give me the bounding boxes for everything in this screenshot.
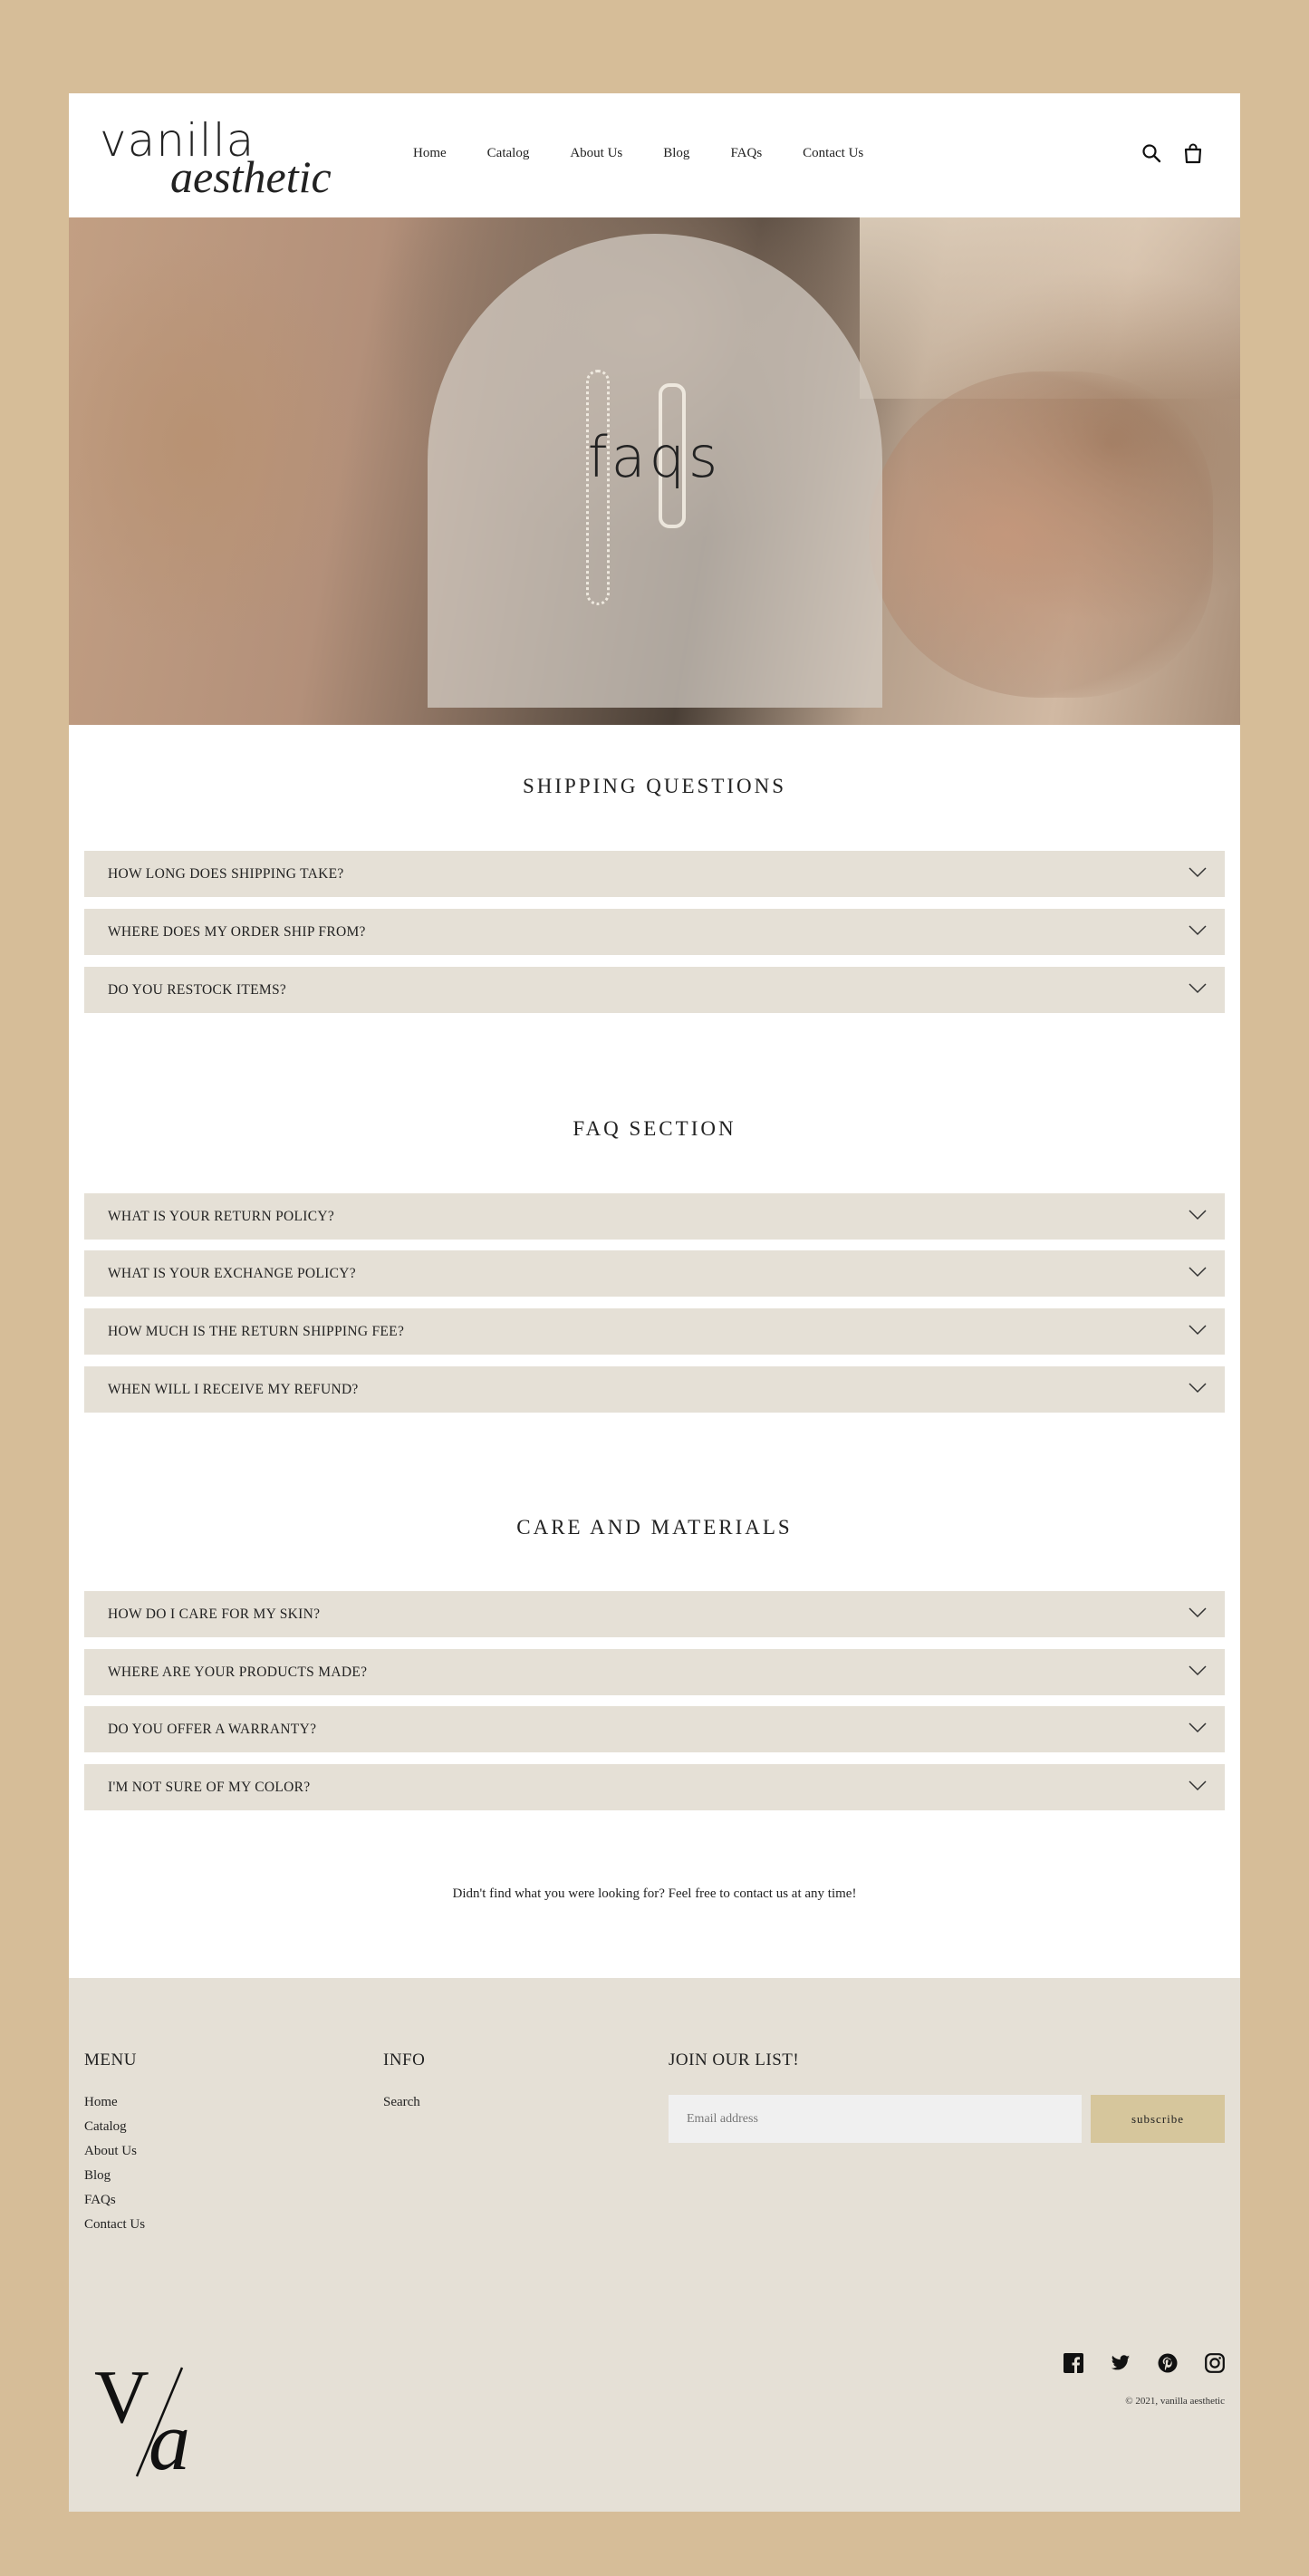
faq-item[interactable] xyxy=(84,1250,1225,1297)
nav-catalog[interactable]: Catalog xyxy=(486,146,530,160)
footer-link-search[interactable]: Search xyxy=(383,2095,420,2109)
footer-logo-mark[interactable] xyxy=(87,2359,223,2485)
hero-photo-hand xyxy=(869,371,1213,698)
copyright: © 2021, vanilla aesthetic xyxy=(1125,2396,1225,2407)
faq-question: WHERE ARE YOUR PRODUCTS MADE? xyxy=(108,1664,368,1680)
header-icons xyxy=(1141,142,1204,164)
instagram-icon[interactable] xyxy=(1205,2353,1225,2373)
faq-item[interactable] xyxy=(84,851,1225,897)
chevron-down-icon xyxy=(1189,982,1207,995)
chevron-down-icon xyxy=(1189,1382,1207,1394)
social-links xyxy=(1064,2353,1225,2373)
faq-question: HOW LONG DOES SHIPPING TAKE? xyxy=(108,865,344,882)
faq-question: WHAT IS YOUR EXCHANGE POLICY? xyxy=(108,1265,356,1281)
main-nav xyxy=(413,146,904,161)
chevron-down-icon xyxy=(1189,1209,1207,1221)
section-title-shipping: SHIPPING QUESTIONS xyxy=(522,775,787,797)
footer-logo-v: V xyxy=(94,2359,149,2439)
footer-logo-a: a xyxy=(149,2395,190,2485)
hero-title: faqs xyxy=(587,424,722,490)
faq-item[interactable] xyxy=(84,967,1225,1013)
pinterest-icon[interactable] xyxy=(1158,2353,1178,2373)
footer-link-faqs[interactable]: FAQs xyxy=(84,2193,116,2207)
brand-logo[interactable] xyxy=(100,113,353,204)
faq-question: HOW DO I CARE FOR MY SKIN? xyxy=(108,1606,321,1622)
faq-item[interactable] xyxy=(84,1366,1225,1413)
nav-about-us[interactable]: About Us xyxy=(570,146,623,160)
chevron-down-icon xyxy=(1189,1324,1207,1336)
site-footer xyxy=(69,1978,1240,2512)
faq-item[interactable] xyxy=(84,909,1225,955)
site-header xyxy=(69,93,1240,217)
nav-faqs[interactable]: FAQs xyxy=(730,146,763,160)
chevron-down-icon xyxy=(1189,924,1207,937)
newsletter-title: JOIN OUR LIST! xyxy=(669,2050,800,2069)
page xyxy=(69,93,1240,2512)
faq-item[interactable] xyxy=(84,1308,1225,1355)
nav-contact-us[interactable]: Contact Us xyxy=(803,146,864,160)
footer-menu xyxy=(84,2090,145,2237)
twitter-icon[interactable] xyxy=(1111,2353,1131,2373)
footer-link-blog[interactable]: Blog xyxy=(84,2168,111,2183)
footer-menu-title: MENU xyxy=(84,2050,137,2069)
chevron-down-icon xyxy=(1189,1664,1207,1677)
footer-info xyxy=(383,2090,420,2115)
footer-link-about-us[interactable]: About Us xyxy=(84,2144,137,2158)
chevron-down-icon xyxy=(1189,866,1207,879)
search-icon[interactable] xyxy=(1141,142,1162,164)
cart-icon[interactable] xyxy=(1182,142,1204,164)
footer-info-title: INFO xyxy=(383,2050,426,2069)
chevron-down-icon xyxy=(1189,1266,1207,1278)
faq-item[interactable] xyxy=(84,1706,1225,1752)
faq-question: DO YOU RESTOCK ITEMS? xyxy=(108,981,287,998)
brand-logo-line2: aesthetic xyxy=(170,151,332,202)
chevron-down-icon xyxy=(1189,1780,1207,1792)
facebook-icon[interactable] xyxy=(1064,2353,1083,2373)
chevron-down-icon xyxy=(1189,1606,1207,1619)
nav-home[interactable]: Home xyxy=(413,146,447,160)
faq-question: HOW MUCH IS THE RETURN SHIPPING FEE? xyxy=(108,1323,405,1339)
email-field[interactable] xyxy=(669,2095,1082,2143)
faq-question: WHERE DOES MY ORDER SHIP FROM? xyxy=(108,923,366,940)
brand-logo-line1: vanilla xyxy=(100,114,255,167)
footer-link-catalog[interactable]: Catalog xyxy=(84,2119,127,2134)
subscribe-button[interactable]: subscribe xyxy=(1091,2095,1225,2143)
faq-item[interactable] xyxy=(84,1193,1225,1240)
faq-question: WHEN WILL I RECEIVE MY REFUND? xyxy=(108,1381,359,1397)
faq-question: DO YOU OFFER A WARRANTY? xyxy=(108,1721,317,1737)
faq-question: WHAT IS YOUR RETURN POLICY? xyxy=(108,1208,335,1224)
footer-link-contact-us[interactable]: Contact Us xyxy=(84,2217,146,2232)
faq-item[interactable] xyxy=(84,1764,1225,1810)
section-title-faq: FAQ SECTION xyxy=(573,1117,736,1140)
hero-banner xyxy=(69,217,1240,725)
faq-item[interactable] xyxy=(84,1649,1225,1695)
section-title-care: CARE AND MATERIALS xyxy=(516,1516,793,1539)
contact-prompt: Didn't find what you were looking for? Feel free to contact us at any time! xyxy=(452,1886,857,1901)
faq-item[interactable] xyxy=(84,1591,1225,1637)
footer-link-home[interactable]: Home xyxy=(84,2095,118,2109)
nav-blog[interactable]: Blog xyxy=(663,146,690,160)
faq-question: I'M NOT SURE OF MY COLOR? xyxy=(108,1779,311,1795)
chevron-down-icon xyxy=(1189,1722,1207,1734)
